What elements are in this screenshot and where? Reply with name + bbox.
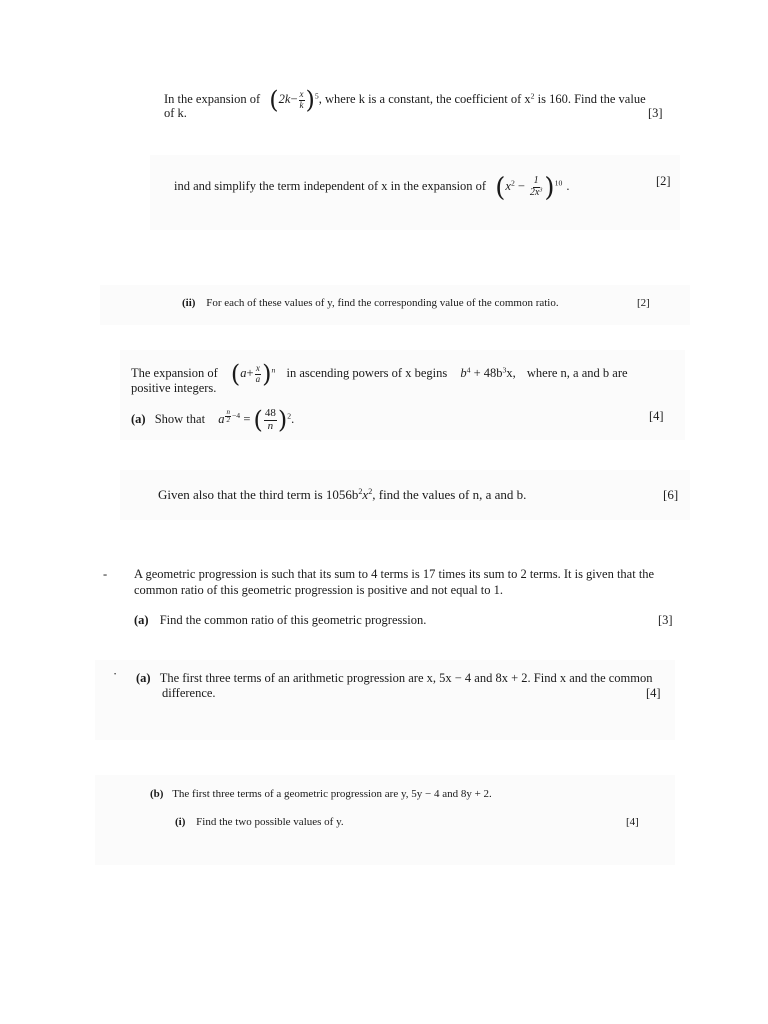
q8-marks: [4] bbox=[626, 816, 639, 828]
q6-bullet: - bbox=[103, 567, 108, 581]
open-paren: ( bbox=[495, 173, 506, 203]
q2-fraction: $\frac{1}{2x^3}$ bbox=[529, 175, 543, 198]
q5-text1: Given also that the third term is 1056b bbox=[158, 487, 359, 502]
q6-line1: A geometric progression is such that its sum to 4 terms is 17 times its sum to 2 terms. It is given that the bbox=[134, 567, 655, 581]
q6-part-label: (a) bbox=[134, 613, 149, 627]
q3-marks: [2] bbox=[637, 297, 650, 309]
q6-marks: [3] bbox=[658, 613, 673, 627]
q6-line2: common ratio of this geometric progression is positive and not equal to 1. bbox=[134, 583, 504, 597]
q5-marks: [6] bbox=[663, 487, 679, 502]
question-term-independent: ind and simplify the term independent of x in the expansion of ($x^2$ − $\frac{1}{2x^3}$ )$^{10}$ . [2] bbox=[150, 155, 680, 230]
question-geometric-progression bbox=[95, 775, 675, 865]
q1-minus: − bbox=[290, 92, 298, 106]
q8-sub-label: (i) bbox=[175, 816, 186, 828]
q7-part-label: (a) bbox=[136, 671, 151, 685]
q8-part-label: (b) bbox=[150, 788, 164, 800]
q7-line2: difference. bbox=[162, 686, 216, 700]
question-geometric-sum bbox=[95, 555, 685, 635]
q1-power: 5 bbox=[314, 91, 319, 101]
open-paren: ( bbox=[269, 86, 279, 114]
q1-intro: In the expansion of bbox=[164, 92, 261, 106]
q4-text1: in ascending powers of x begins bbox=[286, 366, 448, 380]
q5-text2: , find the values of n, a and b. bbox=[372, 487, 527, 502]
q4-line2: positive integers. bbox=[131, 381, 217, 395]
q2-marks: [2] bbox=[656, 174, 671, 188]
q1-text1: , where k is a constant, the coefficient of x bbox=[318, 92, 531, 106]
q7-dot: · bbox=[113, 667, 118, 681]
q2-power: 10 bbox=[554, 178, 563, 188]
q4-fraction: $\frac{x}{a}$ bbox=[255, 363, 261, 384]
q4-text2: where n, a and b are bbox=[526, 366, 628, 380]
close-paren: ) bbox=[262, 360, 272, 388]
q1-marks: [3] bbox=[648, 106, 663, 120]
q1-text2: is 160. Find the value bbox=[534, 92, 646, 106]
close-paren: ) bbox=[544, 173, 555, 203]
q2-text: ind and simplify the term independent of x in the expansion of bbox=[174, 179, 487, 193]
q4-intro: The expansion of bbox=[131, 366, 218, 380]
close-paren: ) bbox=[305, 86, 315, 114]
q4-marks: [4] bbox=[649, 409, 664, 423]
q3-label: (ii) bbox=[182, 297, 196, 309]
question-binomial-expansion: The expansion of (a+ $\frac{x}{a}$ )$^n$ in ascending powers of x begins $b^4 + 48b^3x$, where n, a and b are positive integers. (a) Show that a $^{\frac{n}{2} -4}$ = ( $\frac{48}{n}$ )$^2$. [4] bbox=[120, 350, 685, 440]
q8-sub-text: Find the two possible values of y. bbox=[196, 816, 344, 828]
q1-line2: of k. bbox=[164, 106, 187, 120]
open-paren: ( bbox=[230, 360, 241, 388]
q4-show: Show that bbox=[154, 412, 206, 426]
q7-line1: The first three terms of an arithmetic progression are x, 5x − 4 and 8x + 2. Find x and the common bbox=[159, 671, 653, 685]
question-third-term: Given also that the third term is $1056b^2x^2$, find the values of n, a and b. [6] bbox=[120, 470, 690, 520]
q1-expr-coef: 2k bbox=[278, 92, 291, 106]
q4-part-label: (a) bbox=[131, 412, 146, 426]
q1-sq: 2 bbox=[530, 91, 535, 101]
q6-part-text: Find the common ratio of this geometric progression. bbox=[159, 613, 427, 627]
q3-text: For each of these values of y, find the corresponding value of the common ratio. bbox=[206, 297, 559, 309]
q7-marks: [4] bbox=[646, 686, 661, 700]
question-common-ratio-ii bbox=[100, 285, 690, 325]
q4-frac48: $\frac{48}{n}$ bbox=[264, 407, 276, 432]
q8-line1: The first three terms of a geometric progression are y, 5y − 4 and 8y + 2. bbox=[172, 788, 492, 800]
question-binomial-coefficient bbox=[150, 70, 680, 130]
question-arithmetic-progression bbox=[95, 660, 675, 740]
q1-fraction: $\frac{x}{k}$ bbox=[299, 89, 304, 110]
